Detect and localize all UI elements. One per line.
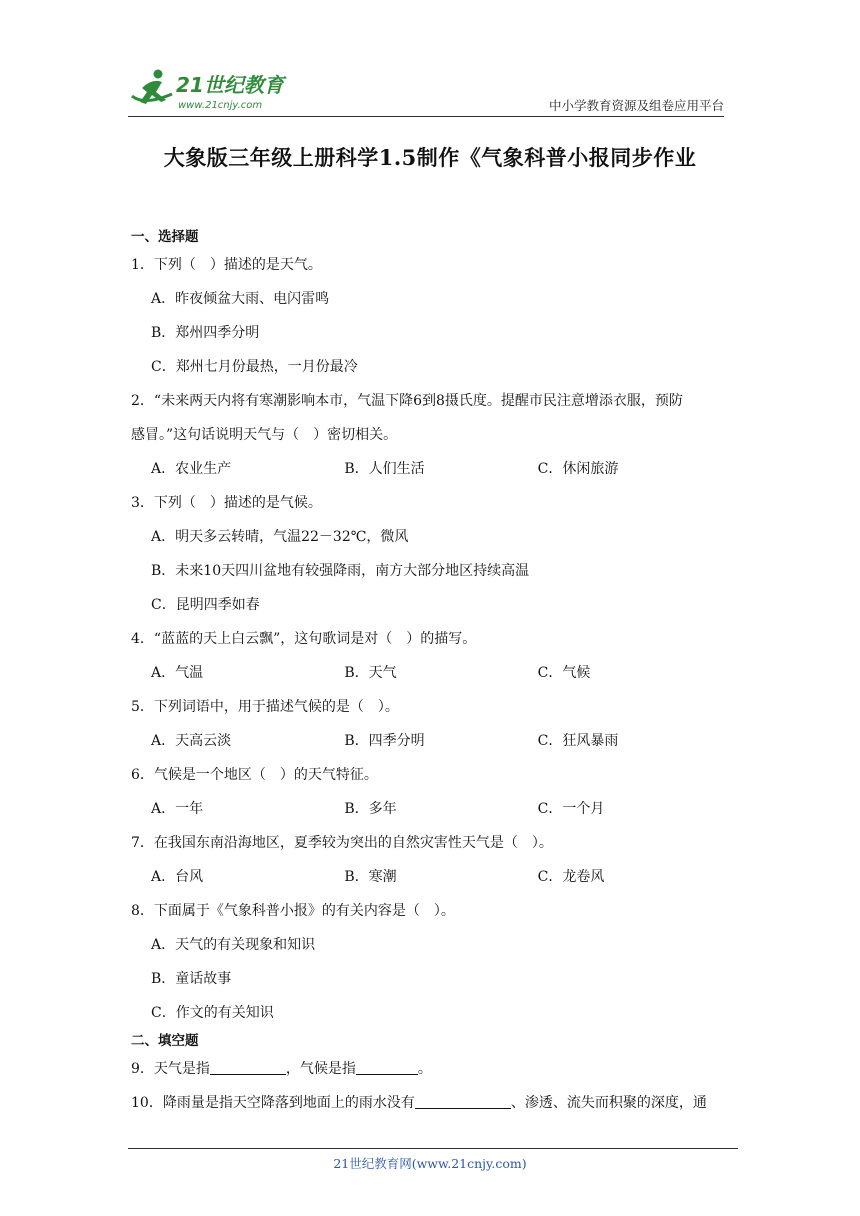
- option: B．四季分明: [344, 733, 425, 749]
- fill-text: 。: [417, 1061, 432, 1077]
- question-stem: 7．在我国东南沿海地区，夏季较为突出的自然灾害性天气是（ ）。: [131, 835, 553, 851]
- svg-text:www.21cnjy.com: www.21cnjy.com: [178, 100, 263, 111]
- option: B．童话故事: [151, 971, 232, 987]
- question-stem-continued: 感冒。”这句话说明天气与（ ）密切相关。: [131, 427, 398, 443]
- option: C．一个月: [537, 801, 605, 817]
- option: C．龙卷风: [537, 869, 605, 885]
- option-row: [131, 724, 731, 758]
- option: C．狂风暴雨: [537, 733, 619, 749]
- fill-text: 、渗透、流失而积聚的深度，通: [510, 1095, 707, 1111]
- option: A．气温: [151, 665, 204, 681]
- question-stem: 4．“蓝蓝的天上白云飘”，这句歌词是对（ ）的描写。: [131, 631, 477, 647]
- option: B．天气: [344, 665, 397, 681]
- question-stem: 3．下列（ ）描述的是气候。: [131, 495, 322, 511]
- fill-text: 9．天气是指: [131, 1061, 210, 1077]
- question-stem: 5．下列词语中，用于描述气候的是（ ）。: [131, 699, 399, 715]
- option: B．郑州四季分明: [151, 325, 260, 341]
- option: A．天气的有关现象和知识: [151, 937, 316, 953]
- question-stem: 6．气候是一个地区（ ）的天气特征。: [131, 767, 378, 783]
- option: A．昨夜倾盆大雨、电闪雷鸣: [151, 291, 330, 307]
- svg-text:21世纪教育: 21世纪教育: [176, 73, 284, 97]
- option: B．寒潮: [344, 869, 397, 885]
- page-title: 大象版三年级上册科学1.5制作《气象科普小报同步作业: [163, 145, 697, 170]
- fill-text: 10．降雨量是指天空降落到地面上的雨水没有: [131, 1095, 415, 1111]
- section-heading: 二、填空题: [131, 1033, 199, 1049]
- footer-divider: [128, 1148, 738, 1149]
- platform-label: 中小学教育资源及组卷应用平台: [548, 98, 724, 113]
- section-heading: 一、选择题: [131, 229, 199, 245]
- option-row: [131, 452, 731, 486]
- option-row: [131, 656, 731, 690]
- 21cnjy-logo: [128, 66, 298, 114]
- option: C．气候: [537, 665, 591, 681]
- fill-text: ，气候是指: [285, 1061, 356, 1077]
- option: A．台风: [151, 869, 204, 885]
- option: A．一年: [151, 801, 204, 817]
- worksheet-body: [131, 226, 731, 1120]
- answer-blank[interactable]: [415, 1092, 511, 1109]
- fill-question: [131, 1052, 731, 1086]
- option: A．农业生产: [151, 461, 232, 477]
- option: B．多年: [344, 801, 397, 817]
- option: A．天高云淡: [151, 733, 232, 749]
- option-row: [131, 860, 731, 894]
- option: C．郑州七月份最热，一月份最冷: [151, 359, 358, 375]
- option-row: [131, 792, 731, 826]
- option: C．作文的有关知识: [151, 1005, 274, 1021]
- fill-question: [131, 1086, 731, 1120]
- header-divider: [128, 116, 724, 117]
- page-header: [128, 66, 724, 116]
- option: B．人们生活: [344, 461, 425, 477]
- question-stem: 8．下面属于《气象科普小报》的有关内容是（ ）。: [131, 903, 455, 919]
- option: C．休闲旅游: [537, 461, 619, 477]
- option: A．明天多云转晴，气温22－32℃，微风: [151, 529, 409, 545]
- answer-blank[interactable]: [210, 1058, 286, 1075]
- option: C．昆明四季如春: [151, 597, 260, 613]
- option: B．未来10天四川盆地有较强降雨，南方大部分地区持续高温: [151, 563, 530, 579]
- answer-blank[interactable]: [356, 1058, 418, 1075]
- question-stem: 1．下列（ ）描述的是天气。: [131, 257, 322, 273]
- question-stem: 2．“未来两天内将有寒潮影响本市，气温下降6到8摄氏度。提醒市民注意增添衣服，预防: [131, 393, 683, 409]
- footer-link[interactable]: 21世纪教育网(www.21cnjy.com): [333, 1156, 527, 1171]
